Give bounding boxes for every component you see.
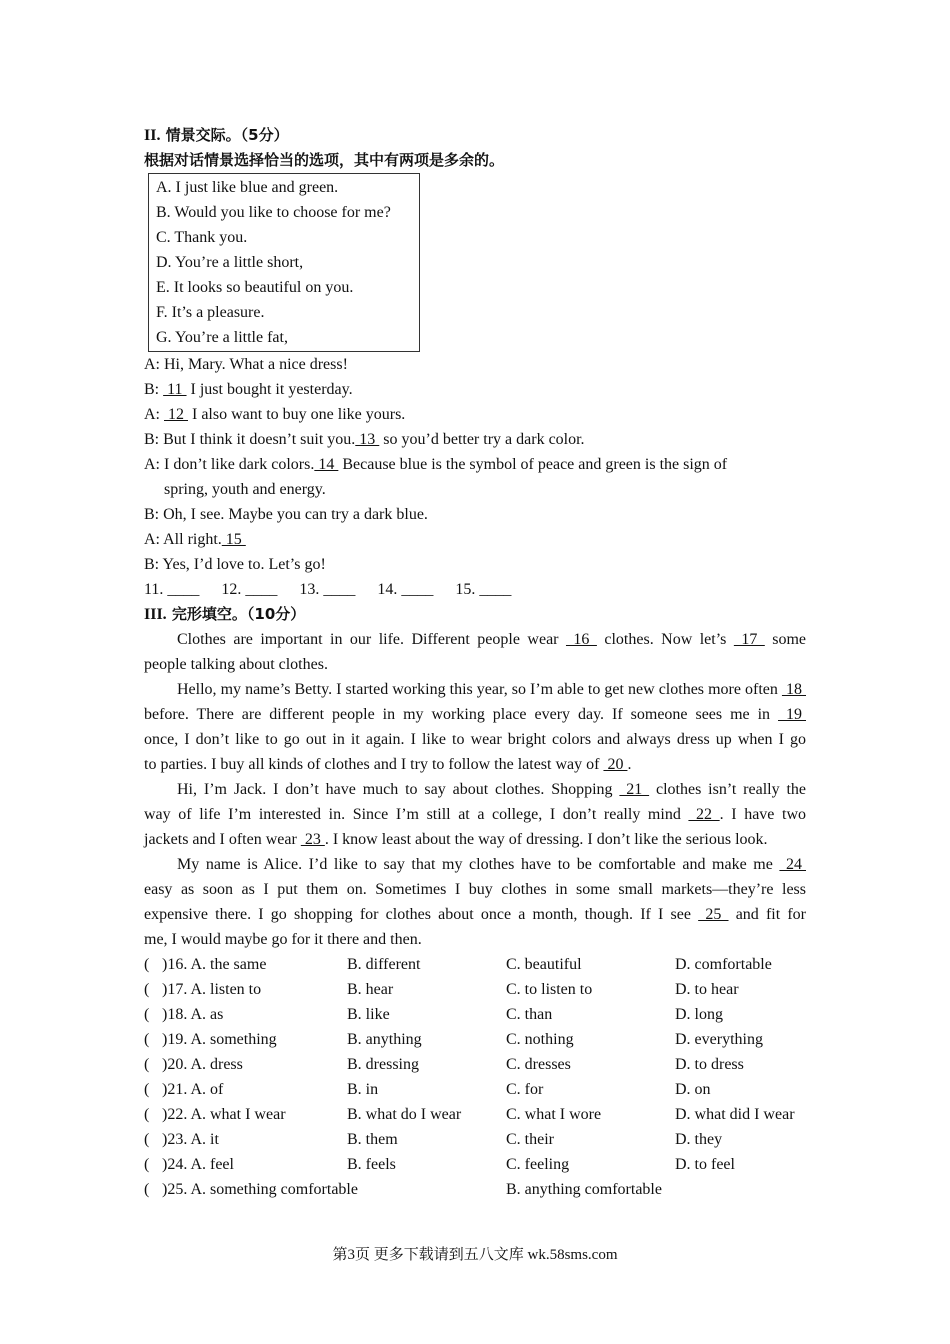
question-option: D. comfortable [675, 956, 772, 973]
question-row [144, 1127, 806, 1152]
passage-line [144, 902, 806, 927]
answer-blank: 13. ____ [299, 581, 356, 598]
question-option: )19. A. something [162, 1031, 277, 1048]
answer-blanks [144, 577, 806, 602]
dialogue-line [144, 352, 806, 377]
section-3-title: III. 完形填空。（10分） [144, 605, 306, 623]
option-item: G. You’re a little fat, [156, 329, 288, 346]
text-segment: B: Yes, I’d love to. Let’s go! [144, 556, 326, 573]
text-segment: to parties. I buy all kinds of clothes and I try to follow the latest way of [144, 756, 604, 773]
question-option: C. what I wore [506, 1106, 602, 1123]
question-option: )22. A. what I wear [162, 1106, 286, 1123]
question-option: )25. A. something comfortable [162, 1181, 358, 1198]
text-segment: A: [144, 406, 164, 423]
text-segment: and fit for [728, 906, 806, 923]
question-option: B. hear [347, 981, 394, 998]
question-option: C. feeling [506, 1156, 570, 1173]
question-option: B. feels [347, 1156, 396, 1173]
passage-line [144, 677, 806, 702]
text-segment: Clothes are important in our life. Different people wear [177, 631, 566, 648]
question-option: )16. A. the same [162, 956, 267, 973]
question-option: C. nothing [506, 1031, 574, 1048]
answer-bracket: ( [144, 1006, 150, 1023]
question-option: D. what did I wear [675, 1106, 795, 1123]
document-page [144, 123, 806, 1202]
passage-line [144, 652, 806, 677]
text-segment: . I know least about the way of dressing. I don’t like the serious look. [324, 831, 768, 848]
question-row [144, 1102, 806, 1127]
answer-bracket: ( [144, 1181, 150, 1198]
cloze-questions [144, 952, 806, 1202]
text-segment: I just bought it yesterday. [186, 381, 353, 398]
answer-blank: 14. ____ [377, 581, 434, 598]
option-item: D. You’re a little short, [156, 254, 304, 271]
question-option: D. to hear [675, 981, 739, 998]
text-segment: Because blue is the symbol of peace and green is the sign of [338, 456, 728, 473]
blank: 25 [698, 906, 729, 923]
answer-bracket: ( [144, 1031, 150, 1048]
blank: 17 [733, 631, 765, 648]
passage-line [144, 827, 806, 852]
option-item: A. I just like blue and green. [156, 179, 339, 196]
question-option: D. to feel [675, 1156, 735, 1173]
text-segment: easy as soon as I put them on. Sometimes I buy clothes in some small markets—they’re less [144, 881, 806, 898]
text-segment: B: Oh, I see. Maybe you can try a dark blue. [144, 506, 428, 523]
blank: 11 [163, 381, 187, 398]
question-row [144, 1077, 806, 1102]
section-2-instruction: 根据对话情景选择恰当的选项，其中有两项是多余的。 [144, 151, 505, 169]
section-2-title: II. 情景交际。（5分） [144, 126, 289, 144]
text-segment: me, I would maybe go for it there and then. [144, 931, 422, 948]
dialogue [144, 352, 806, 577]
option-item: C. Thank you. [156, 229, 248, 246]
blank: 12 [164, 406, 188, 423]
passage-line [144, 702, 806, 727]
question-option: D. they [675, 1131, 723, 1148]
blank: 22 [688, 806, 720, 823]
text-segment: once, I don’t like to go out in it again. I like to wear bright colors and always dress up when I go [144, 731, 806, 748]
passage-line [144, 777, 806, 802]
question-option: B. what do I wear [347, 1106, 462, 1123]
dialogue-line [144, 452, 806, 477]
question-row [144, 1152, 806, 1177]
answer-bracket: ( [144, 1131, 150, 1148]
text-segment: so you’d better try a dark color. [379, 431, 585, 448]
question-option: C. dresses [506, 1056, 571, 1073]
question-row [144, 952, 806, 977]
question-row [144, 1027, 806, 1052]
question-option: B. dressing [347, 1056, 419, 1073]
blank: 16 [565, 631, 597, 648]
question-option: C. for [506, 1081, 544, 1098]
text-segment: expensive there. I go shopping for clothes about once a month, though. If I see [144, 906, 699, 923]
question-option: )18. A. as [162, 1006, 224, 1023]
option-item: B. Would you like to choose for me? [156, 204, 391, 221]
text-segment: spring, youth and energy. [164, 481, 326, 498]
blank: 13 [355, 431, 380, 448]
text-segment: A: Hi, Mary. What a nice dress! [144, 356, 348, 373]
question-option: C. to listen to [506, 981, 593, 998]
question-option: B. them [347, 1131, 398, 1148]
text-segment: I also want to buy one like yours. [188, 406, 406, 423]
question-row [144, 977, 806, 1002]
text-segment: before. There are different people in my working place every day. If someone sees me in [144, 706, 779, 723]
answer-bracket: ( [144, 1156, 150, 1173]
text-segment: clothes. Now let’s [596, 631, 734, 648]
question-option: D. long [675, 1006, 723, 1023]
passage-line [144, 927, 806, 952]
question-option: B. like [347, 1006, 390, 1023]
blank: 24 [779, 856, 806, 873]
blank: 20 [603, 756, 628, 773]
answer-bracket: ( [144, 981, 150, 998]
text-segment: clothes isn’t really the [649, 781, 806, 798]
text-segment: . [627, 756, 632, 773]
passage-line [144, 802, 806, 827]
question-option: )20. A. dress [162, 1056, 243, 1073]
page-footer: 第3页 更多下载请到五八文库 wk.58sms.com [332, 1247, 618, 1263]
dialogue-line [144, 427, 806, 452]
question-row [144, 1052, 806, 1077]
question-option: B. different [347, 956, 421, 973]
dialogue-line [144, 477, 806, 502]
text-segment: A: All right. [144, 531, 222, 548]
question-option: B. anything [347, 1031, 422, 1048]
dialogue-line [144, 402, 806, 427]
question-option: )21. A. of [162, 1081, 224, 1098]
dialogue-line [144, 527, 806, 552]
text-segment: B: [144, 381, 164, 398]
question-option: B. anything comfortable [506, 1181, 662, 1198]
text-segment: . I have two [719, 806, 806, 823]
answer-bracket: ( [144, 1056, 150, 1073]
text-segment: Hi, I’m Jack. I don’t have much to say about clothes. Shopping [177, 781, 620, 798]
text-segment: B: But I think it doesn’t suit you. [144, 431, 356, 448]
answer-blank: 11. ____ [144, 581, 200, 598]
answer-blank: 15. ____ [455, 581, 512, 598]
passage-line [144, 852, 806, 877]
answer-bracket: ( [144, 1106, 150, 1123]
text-segment: way of life I’m interested in. Since I’m still at a college, I don’t really mind [144, 806, 689, 823]
options-box [148, 173, 420, 352]
option-item: F. It’s a pleasure. [156, 304, 265, 321]
option-item: E. It looks so beautiful on you. [156, 279, 354, 296]
blank: 15 [221, 531, 246, 548]
question-option: D. everything [675, 1031, 763, 1048]
passage-line [144, 727, 806, 752]
text-segment: Hello, my name’s Betty. I started working this year, so I’m able to get new clothes more often [177, 681, 782, 698]
question-option: )17. A. listen to [162, 981, 262, 998]
blank: 14 [314, 456, 339, 473]
cloze-passage [144, 627, 806, 952]
question-row [144, 1177, 806, 1202]
blank: 21 [619, 781, 650, 798]
passage-line [144, 627, 806, 652]
text-segment: My name is Alice. I’d like to say that my clothes have to be comfortable and make me [177, 856, 780, 873]
question-option: C. than [506, 1006, 553, 1023]
question-option: C. their [506, 1131, 554, 1148]
blank: 19 [778, 706, 806, 723]
dialogue-line [144, 552, 806, 577]
dialogue-line [144, 502, 806, 527]
answer-bracket: ( [144, 1081, 150, 1098]
text-segment: jackets and I often wear [144, 831, 301, 848]
text-segment: some [764, 631, 806, 648]
question-option: B. in [347, 1081, 379, 1098]
blank: 18 [781, 681, 806, 698]
dialogue-line [144, 377, 806, 402]
blank: 23 [300, 831, 325, 848]
text-segment: A: I don’t like dark colors. [144, 456, 315, 473]
question-option: )24. A. feel [162, 1156, 234, 1173]
question-option: )23. A. it [162, 1131, 219, 1148]
question-option: C. beautiful [506, 956, 582, 973]
question-option: D. on [675, 1081, 711, 1098]
passage-line [144, 752, 806, 777]
question-option: D. to dress [675, 1056, 744, 1073]
passage-line [144, 877, 806, 902]
question-row [144, 1002, 806, 1027]
answer-bracket: ( [144, 956, 150, 973]
answer-blank: 12. ____ [221, 581, 278, 598]
text-segment: people talking about clothes. [144, 656, 328, 673]
